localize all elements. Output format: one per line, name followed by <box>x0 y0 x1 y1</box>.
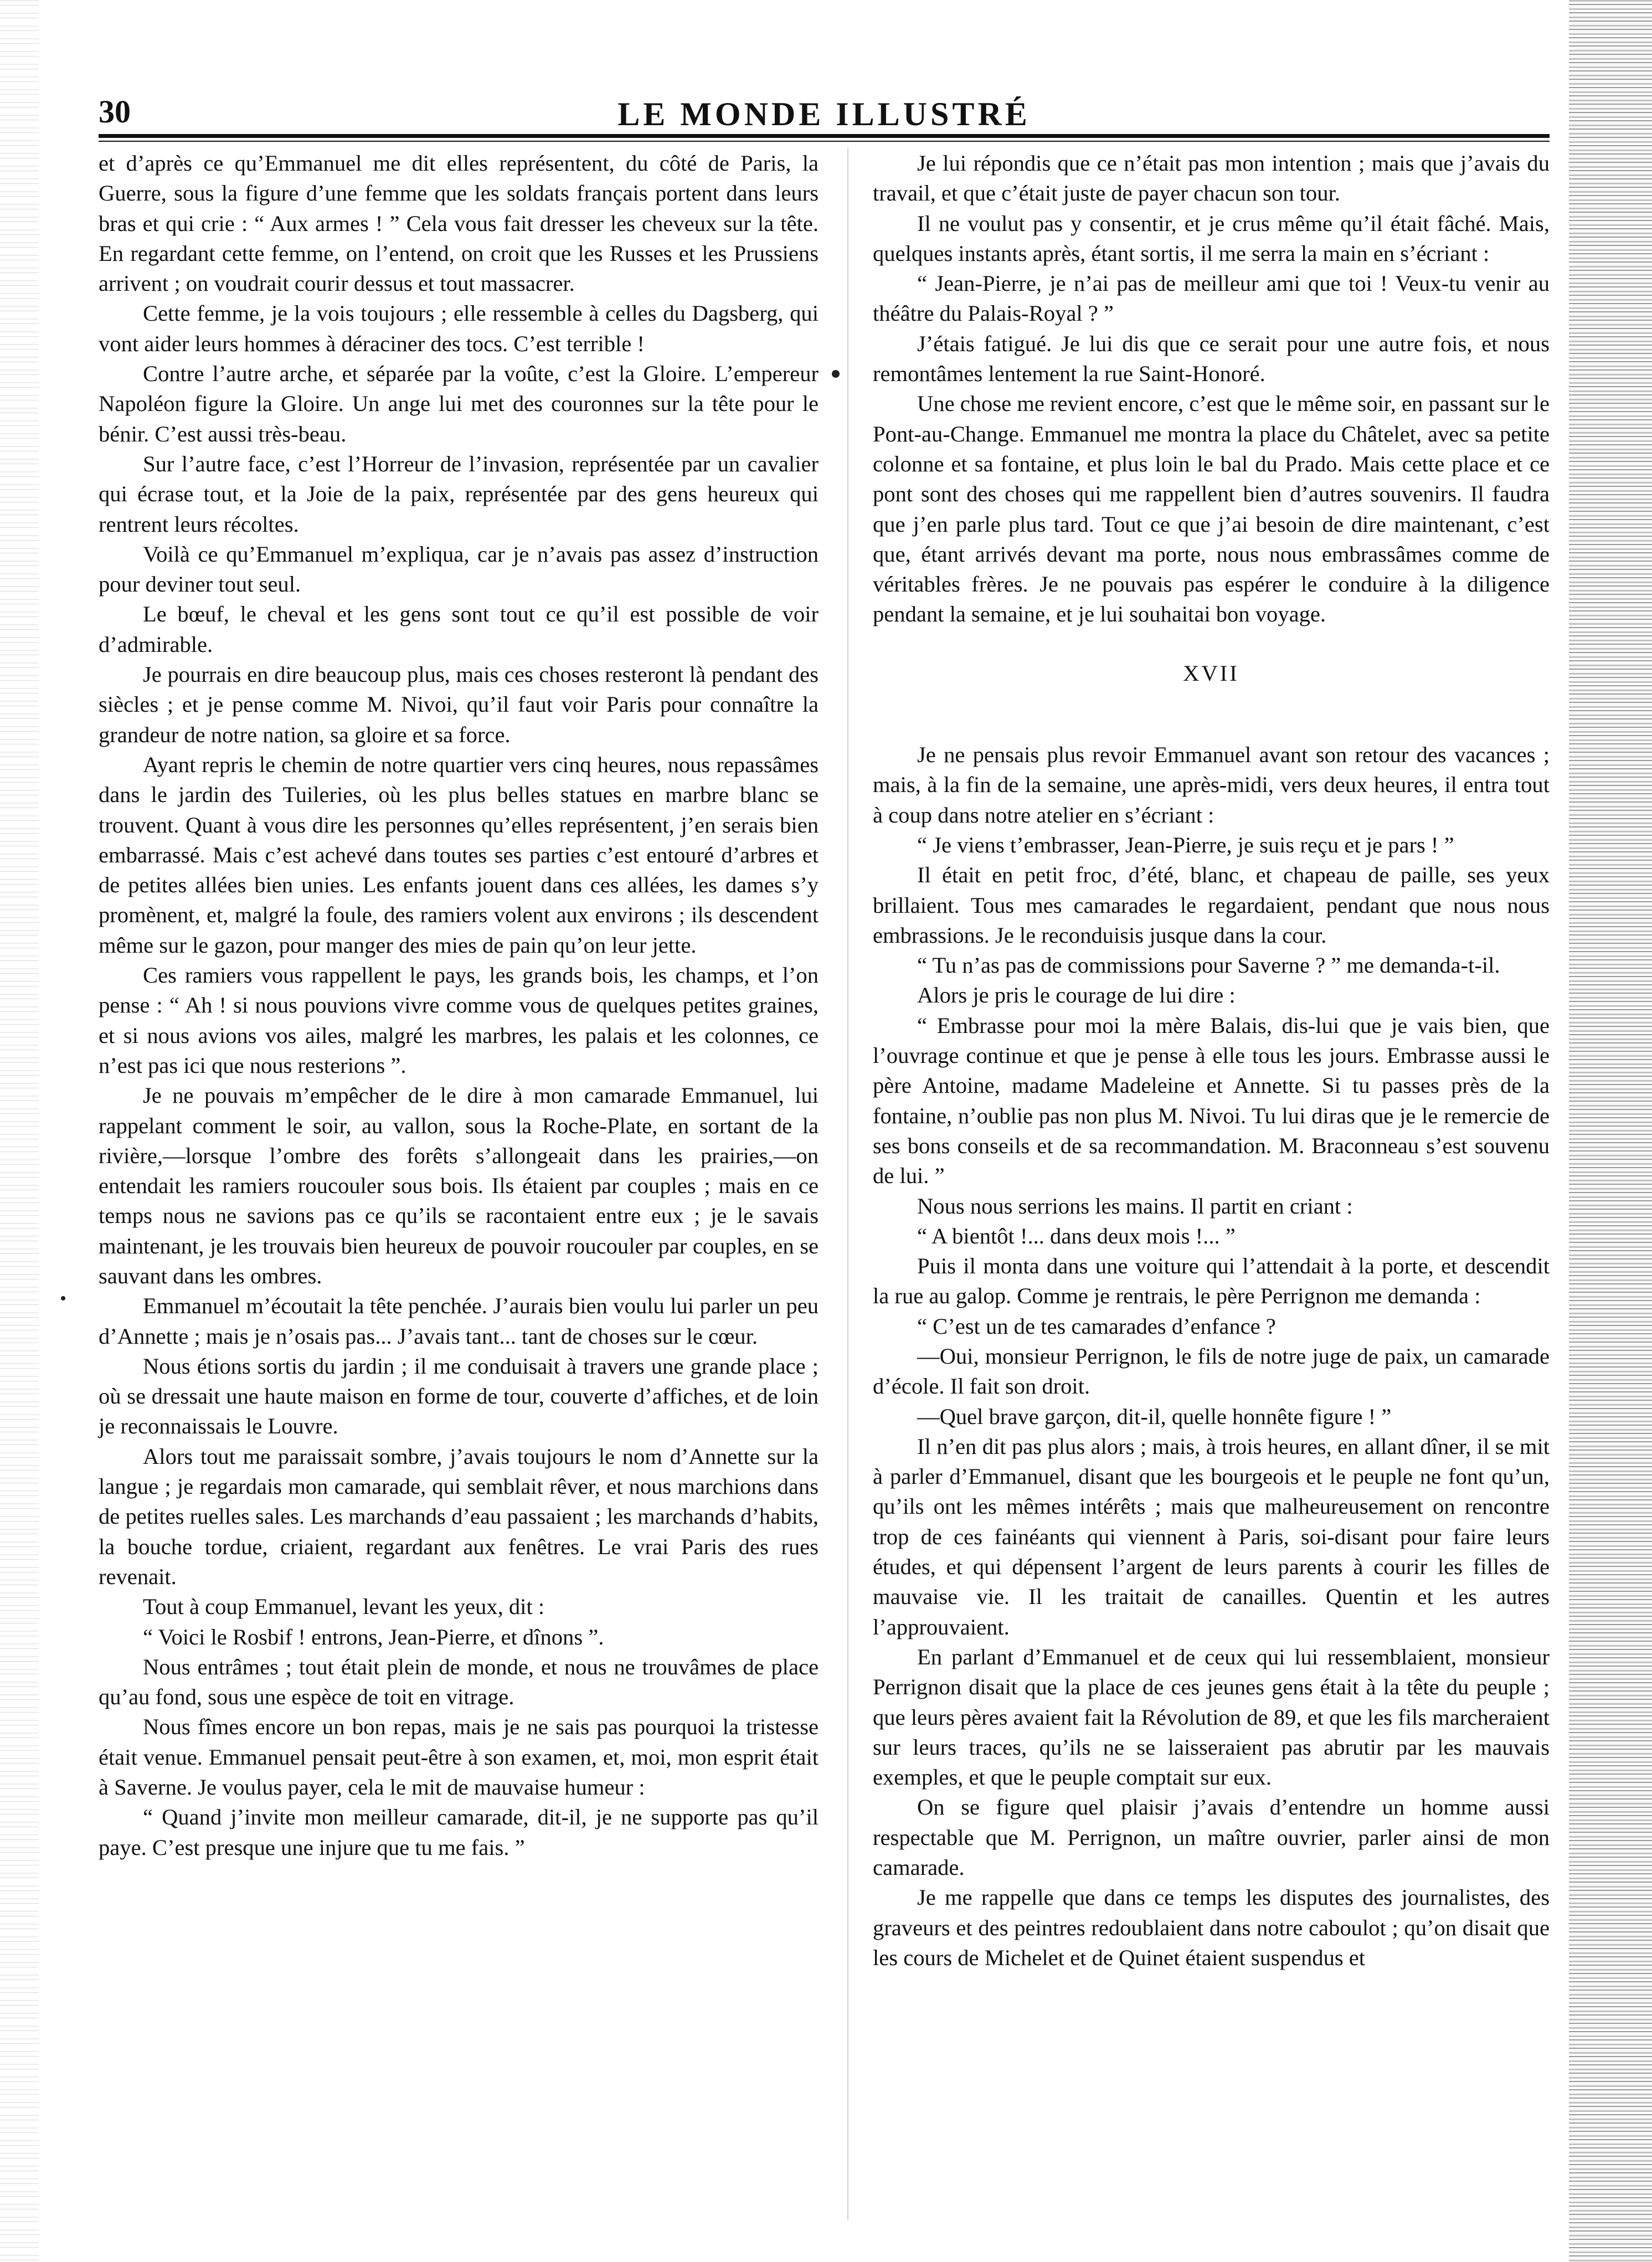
paragraph: “ Jean-Pierre, je n’ai pas de meilleur ami que toi ! Veux-tu venir au théâtre du Palais-Royal ? ” <box>873 271 1550 326</box>
paragraph: Emmanuel m’écoutait la tête penchée. J’aurais bien voulu lui parler un peu d’Annette ; mais je n’osais pas... J’avais tant... tant de choses sur le cœur. <box>99 1293 819 1349</box>
column-divider <box>847 148 848 2220</box>
journal-title: LE MONDE ILLUSTRÉ <box>617 96 1031 132</box>
paragraph: Je me rappelle que dans ce temps les disputes des journalistes, des graveurs et des peintres redoublaient dans notre caboulot ; qu’on disait que les cours de Michelet et de Quinet étaient suspendus et <box>873 1885 1550 1970</box>
paragraph: “ Tu n’as pas de commissions pour Saverne ? ” me demanda-t-il. <box>917 953 1500 978</box>
right-column-after-heading <box>873 740 1550 1973</box>
paragraph: On se figure quel plaisir j’avais d’entendre un homme aussi respectable que M. Perrignon, un maître ouvrier, parler ainsi de mon camarade. <box>873 1795 1550 1880</box>
paragraph: Alors tout me paraissait sombre, j’avais toujours le nom d’Annette sur la langue ; je regardais mon camarade, qui semblait rêver, et nous marchions dans de petites ruelles sales. Les marchands d’eau passaient ; les marchands d’habits, la bouche tordue, criaient, regardant aux fenêtres. Le vrai Paris des rues revenait. <box>99 1443 819 1589</box>
paragraph: Voilà ce qu’Emmanuel m’expliqua, car je n’avais pas assez d’instruction pour deviner tout seul. <box>99 541 819 597</box>
paragraph: Il ne voulut pas y consentir, et je crus même qu’il était fâché. Mais, quelques instants après, étant sortis, il me serra la main en s’écriant : <box>873 210 1550 266</box>
ink-smudge <box>61 1296 65 1300</box>
paragraph: En parlant d’Emmanuel et de ceux qui lui ressemblaient, monsieur Perrignon disait que la place de ces jeunes gens était à la tête du peuple ; que leurs pères avaient fait la Révolution de 89, et que les fils marcheraient sur leurs traces, qu’ils ne se laisseraient pas abrutir par les mauvais exemples, et que le peuple comptait sur eux. <box>873 1644 1550 1790</box>
paragraph: Je ne pouvais m’empêcher de le dire à mon camarade Emmanuel, lui rappelant comment le soir, au vallon, sous la Roche-Plate, en sortant de la rivière,—lorsque l’ombre des forêts s’allongeait dans les prairies,—on entendait les ramiers roucouler sous bois. Ils étaient par couples ; mais en ce temps nous ne savions pas ce qu’ils se racontaient entre eux ; je le savais maintenant, je les trouvais bien heureux de pouvoir roucouler par couples, en se sauvant dans les ombres. <box>99 1083 819 1288</box>
left-column <box>99 148 819 1863</box>
right-column-before-heading <box>873 148 1550 630</box>
header-rule-thick <box>99 134 1550 138</box>
right-column <box>873 148 1550 1973</box>
paragraph: Puis il monta dans une voiture qui l’attendait à la porte, et descendit la rue au galop. Comme je rentrais, le père Perrignon me demanda : <box>873 1253 1550 1309</box>
paragraph: Ayant repris le chemin de notre quartier vers cinq heures, nous repassâmes dans le jardin des Tuileries, où les plus belles statues en marbre blanc se trouvent. Quant à vous dire les personnes qu’elles représentent, j’en serais bien embarrassé. Mais c’est achevé dans toutes ses parties c’est entouré d’arbres et de petites allées bien unies. Les enfants jouent dans ces allées, les dames s’y promènent, et, malgré la foule, des ramiers volent aux environs ; ils descendent même sur le gazon, pour manger des mies de pain qu’on leur jette. <box>99 752 819 958</box>
header-rule-thin <box>99 141 1550 142</box>
paragraph: Je pourrais en dire beaucoup plus, mais ces choses resteront là pendant des siècles ; et je pense comme M. Nivoi, qu’il faut voir Paris pour connaître la grandeur de notre nation, sa gloire et sa force. <box>99 662 819 747</box>
paragraph: Il n’en dit pas plus alors ; mais, à trois heures, en allant dîner, il se mit à parler d’Emmanuel, disant que les bourgeois et le peuple ne font qu’un, qu’ils ont les mêmes intérêts ; mais que malheureusement on rencontre trop de ces fainéants qui viennent à Paris, soi-disant pour faire leurs études, et qui dépensent l’argent de leurs parents à courir les filles de mauvaise vie. Il les traitait de canailles. Quentin et les autres l’approuvaient. <box>873 1433 1550 1639</box>
page-header <box>99 93 1550 132</box>
paragraph: Nous entrâmes ; tout était plein de monde, et nous ne trouvâmes de place qu’au fond, sous une espèce de toit en vitrage. <box>99 1654 819 1710</box>
paragraph: “ C’est un de tes camarades d’enfance ? <box>917 1313 1276 1339</box>
paragraph: “ Embrasse pour moi la mère Balais, dis-lui que je vais bien, que l’ouvrage continue et que je pense à elle tous les jours. Embrasse aussi le père Antoine, madame Madeleine et Annette. Si tu passes près de la fontaine, n’oublie pas non plus M. Nivoi. Tu lui diras que je le remercie de ses bons conseils et de sa recommandation. M. Braconneau s’est souvenu de lui. ” <box>873 1012 1550 1189</box>
paragraph: Une chose me revient encore, c’est que le même soir, en passant sur le Pont-au-Change. Emmanuel me montra la place du Châtelet, avec sa petite colonne et sa fontaine, et plus loin le bal du Prado. Mais cette place et ce pont sont des choses qui me rappellent bien d’autres souvenirs. Il faudra que j’en parle plus tard. Tout ce que j’ai besoin de dire maintenant, c’est que, étant arrivés devant ma porte, nous nous embrassâmes comme de véritables frères. Je ne pouvais pas espérer le conduire à la diligence pendant la semaine, et je lui souhaitai bon voyage. <box>873 391 1550 627</box>
paragraph: Tout à coup Emmanuel, levant les yeux, dit : <box>143 1594 545 1620</box>
paragraph: Nous étions sortis du jardin ; il me conduisait à travers une grande place ; où se dressait une haute maison en forme de tour, couverte d’affiches, et de loin je reconnaissais le Louvre. <box>99 1353 819 1439</box>
paragraph: “ Je viens t’embrasser, Jean-Pierre, je suis reçu et je pars ! ” <box>917 832 1454 857</box>
page-edge-right <box>1569 0 1652 2262</box>
paragraph: Cette femme, je la vois toujours ; elle ressemble à celles du Dagsberg, qui vont aider leurs hommes à déraciner des tocs. C’est terrible ! <box>99 301 819 356</box>
section-heading: XVII <box>1183 660 1239 686</box>
paragraph: J’étais fatigué. Je lui dis que ce serait pour une autre fois, et nous remontâmes lentement la rue Saint-Honoré. <box>873 331 1550 387</box>
paragraph: Sur l’autre face, c’est l’Horreur de l’invasion, représentée par un cavalier qui écrase tout, et la Joie de la paix, représentée par des gens heureux qui rentrent leurs récoltes. <box>99 451 819 537</box>
paragraph: —Quel brave garçon, dit-il, quelle honnête figure ! ” <box>917 1404 1392 1429</box>
paragraph: “ Quand j’invite mon meilleur camarade, dit-il, je ne supporte pas qu’il paye. C’est presque une injure que tu me fais. ” <box>99 1805 819 1860</box>
paragraph: et d’après ce qu’Emmanuel me dit elles représentent, du côté de Paris, la Guerre, sous la figure d’une femme que les soldats français portent dans leurs bras et qui crie : “ Aux armes ! ” Cela vous fait dresser les cheveux sur la tête. En regardant cette femme, on l’entend, on croit que les Russes et les Prussiens arrivent ; on voudrait courir dessus et tout massacrer. <box>99 151 819 296</box>
paragraph: —Oui, monsieur Perrignon, le fils de notre juge de paix, un camarade d’école. Il fait son droit. <box>873 1343 1550 1399</box>
paragraph: Nous nous serrions les mains. Il partit en criant : <box>917 1193 1353 1219</box>
paragraph: Il était en petit froc, d’été, blanc, et chapeau de paille, ses yeux brillaient. Tous mes camarades le regardaient, pendant que nous nous embrassions. Je le reconduisis jusque dans la cour. <box>873 862 1550 948</box>
page-number: 30 <box>99 94 131 130</box>
paragraph: Alors je pris le courage de lui dire : <box>917 983 1236 1008</box>
paragraph: “ Voici le Rosbif ! entrons, Jean-Pierre, et dînons ”. <box>143 1624 604 1649</box>
paragraph: Je lui répondis que ce n’était pas mon intention ; mais que j’avais du travail, et que c’était juste de payer chacun son tour. <box>873 151 1550 206</box>
paragraph: “ A bientôt !... dans deux mois !... ” <box>917 1223 1236 1248</box>
paragraph: Le bœuf, le cheval et les gens sont tout ce qu’il est possible de voir d’admirable. <box>99 602 819 657</box>
ink-smudge <box>832 370 840 378</box>
paragraph: Contre l’autre arche, et séparée par la voûte, c’est la Gloire. L’empereur Napoléon figure la Gloire. Un ange lui met des couronnes sur la tête pour le bénir. C’est aussi très-beau. <box>99 361 819 446</box>
page-edge-left <box>0 0 39 2262</box>
paragraph: Je ne pensais plus revoir Emmanuel avant son retour des vacances ; mais, à la fin de la semaine, une après-midi, vers deux heures, il entra tout à coup dans notre atelier en s’écriant : <box>873 742 1550 827</box>
paragraph: Nous fîmes encore un bon repas, mais je ne sais pas pourquoi la tristesse était venue. Emmanuel pensait peut-être à son examen, et, moi, mon esprit était à Saverne. Je voulus payer, cela le mit de mauvaise humeur : <box>99 1714 819 1800</box>
paragraph: Ces ramiers vous rappellent le pays, les grands bois, les champs, et l’on pense : “ Ah ! si nous pouvions vivre comme vous de quelques petites graines, et si nous avions vos ailes, malgré les marbres, les palais et les colonnes, ce n’est pas ici que nous resterions ”. <box>99 963 819 1078</box>
